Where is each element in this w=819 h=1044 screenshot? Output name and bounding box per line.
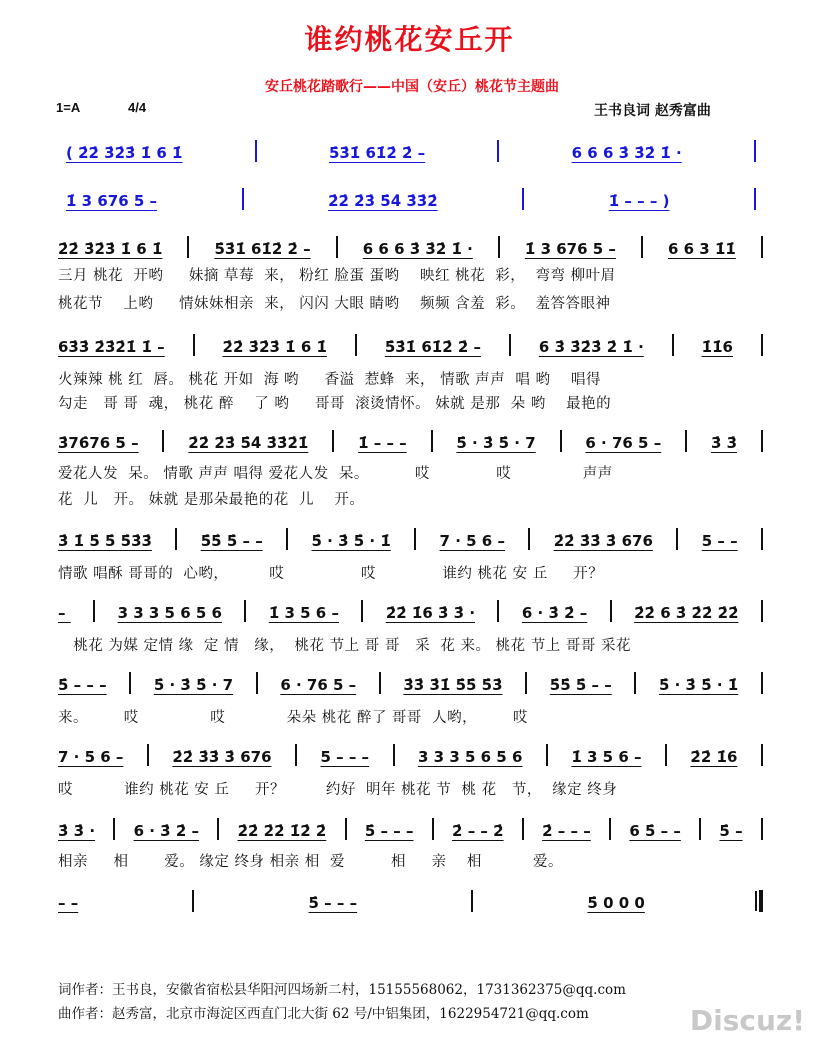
measure: 7 · 5 6 –: [58, 748, 124, 766]
measure: 2̇2̇ 3̇3̇ 3̇ 676: [172, 748, 272, 766]
bar-line: [345, 818, 347, 840]
measure: 1̇1̇6: [701, 338, 733, 356]
bar-line: [497, 600, 499, 622]
bar-line: [754, 188, 756, 210]
notation-row: [66, 188, 756, 210]
measure: 5̇ – – –: [364, 822, 414, 840]
bar-line: [522, 818, 524, 840]
measure: 6 6 6 3̇ 3̇2̇ 1̇ ·: [362, 240, 473, 258]
bar-line: [610, 600, 612, 622]
measure: 7 · 5 6 –: [439, 532, 505, 550]
measure: 5̇ · 3̇ 5̇ · 1̇: [658, 676, 739, 694]
bar-line: [672, 334, 674, 356]
bar-line: [522, 188, 524, 210]
notation-row: [58, 528, 763, 550]
measure: 3̇ 3̇ ·: [58, 822, 96, 840]
notation-row: [58, 744, 763, 766]
measure: 1̇ 3 676 5 –: [524, 240, 616, 258]
lyric-line: 火辣辣 桃 红 唇。 桃花 开如 海 哟 香溢 惹蜂 来， 情歌 声声 唱 哟 唱得: [58, 372, 601, 388]
lyricist-info: 词作者：王书良，安徽省宿松县华阳河四场新二村，15155568062，1731362375@qq.com: [58, 982, 626, 998]
bar-line: [699, 818, 701, 840]
notation-row: [58, 890, 763, 912]
bar-line: [217, 818, 219, 840]
measure: 1̇ – – –: [358, 434, 407, 452]
bar-line: [379, 672, 381, 694]
measure: 2̇2̇ 2̇3̇ 5̇4̇ 3̇3̇2̇1̇: [188, 434, 309, 452]
notation-row: [58, 430, 763, 452]
notation-row: [58, 600, 763, 622]
bar-line: [431, 430, 433, 452]
bar-line: [332, 430, 334, 452]
measure: 2̇ – – 2̇: [452, 822, 504, 840]
measure: 6 5̇ – –: [629, 822, 681, 840]
bar-line: [129, 672, 131, 694]
lyric-line: 爱花人发 呆。 情歌 声声 唱得 爱花人发 呆。 哎 哎 声声: [58, 466, 613, 482]
measure: 6 · 3̇ 2̇ –: [133, 822, 199, 840]
lyric-line: 桃花 为媒 定情 缘 定 情 缘， 桃花 节上 哥 哥 采 花 来。 桃花 节上 哥哥 采花: [58, 638, 631, 654]
lyric-line: 相亲 相 爱。 缘定 终身 相亲 相 爱 相 亲 相 爱。: [58, 854, 564, 870]
measure: 5̇ · 3̇ 5̇ · 7: [153, 676, 234, 694]
bar-line: [414, 528, 416, 550]
bar-line: [286, 528, 288, 550]
song-title: 谁约桃花安丘开: [304, 23, 515, 56]
lyric-line: 花 儿 开。 妹就 是那朵最艳的花 儿 开。: [58, 492, 365, 508]
final-bar-line: [759, 890, 763, 912]
measure: 5̇5̇ 5̇ – –: [200, 532, 263, 550]
notation-row: [58, 334, 763, 356]
measure: 2̇2̇ 2̇3̇ 5̇4̇ 3̇3̇2̇: [328, 192, 438, 210]
measure: 6 6 6 3̇ 3̇2̇ 1̇ ·: [571, 144, 682, 162]
measure: 2̇2̇ 6 3̇ 2̇2̇ 2̇2̇: [634, 604, 739, 622]
measure: 2̇2̇ 3̇3̇ 3̇ 676: [553, 532, 653, 550]
measure: 5̇ – – –: [58, 676, 107, 694]
measure: 2̇2̇ 3̇2̇3̇ 1̇ 6 1̇: [58, 240, 163, 258]
bar-line: [509, 334, 511, 356]
bar-line: [676, 528, 678, 550]
bar-line: [634, 672, 636, 694]
measure: 2̇2̇ 3̇2̇3̇ 1̇ 6 1̇: [222, 338, 327, 356]
measure: 6 · 3̇ 2̇ –: [521, 604, 588, 622]
measure: 2̇ – – –: [542, 822, 591, 840]
notation-row: [66, 140, 756, 162]
measure: 1̇ 3 676 5 –: [66, 192, 158, 210]
bar-line: [641, 236, 643, 258]
measure: 5 – – –: [320, 748, 370, 766]
bar-line: [393, 744, 395, 766]
composer-info: 曲作者：赵秀富，北京市海淀区西直门北大街 62 号/中铝集团，1622954721@qq.com: [58, 1006, 589, 1022]
measure: 6 6 3 1̇1̇: [667, 240, 736, 258]
bar-line: [528, 528, 530, 550]
bar-line: [113, 818, 115, 840]
lyric-line: 三月 桃花 开哟 妹摘 草莓 来， 粉红 脸蛋 蛋哟 映红 桃花 彩， 弯弯 柳叶眉: [58, 268, 616, 284]
measure: 3̇3̇ 3̇1̇ 5̇5̇ 5̇3̇: [403, 676, 503, 694]
bar-line: [193, 334, 195, 356]
bar-line: [665, 744, 667, 766]
lyric-line: 桃花节 上哟 情妹妹相亲 来， 闪闪 大眼 睛哟 频频 含羞 彩。 羞答答眼神: [58, 296, 611, 312]
measure: –: [58, 604, 71, 622]
measure: ( 2̇2̇ 3̇2̇3̇ 1̇ 6 1̇: [66, 144, 183, 162]
bar-line: [761, 236, 763, 258]
measure: 3 3 3 5 6 5 6: [418, 748, 523, 766]
lyric-line: 来。 哎 哎 朵朵 桃花 醉了 哥哥 人哟， 哎: [58, 710, 528, 726]
bar-line: [256, 672, 258, 694]
bar-line: [175, 528, 177, 550]
measure: 5̇3̇1̇ 61̇2̇ 2̇ –: [384, 338, 482, 356]
measure: 2̇2̇ 2̇2̇ 1̇2̇ 2̇: [237, 822, 327, 840]
bar-line: [497, 140, 499, 162]
bar-line: [609, 818, 611, 840]
measure: 63̇3̇ 2̇3̇2̇1̇ 1̇ –: [58, 338, 165, 356]
measure: 2̇2̇ 1̇6: [690, 748, 738, 766]
measure: 6 · 76 5 –: [585, 434, 662, 452]
lyric-line: 情歌 唱酥 哥哥的 心哟， 哎 哎 谁约 桃花 安 丘 开？: [58, 566, 604, 582]
measure: 5̇3̇1̇ 61̇2̇ 2̇ –: [328, 144, 426, 162]
notation-row: [58, 236, 763, 258]
time-signature: 4/4: [128, 100, 147, 115]
measure: 2̇2̇ 1̇6 3̇ 3̇ ·: [385, 604, 476, 622]
lyric-line: 勾走 哥 哥 魂， 桃花 醉 了 哟 哥哥 滚烫情怀。 妹就 是那 朵 哟 最艳的: [58, 396, 612, 412]
measure: 5̇ 0 0 0: [587, 894, 645, 912]
measure: 6 · 76 5 –: [280, 676, 357, 694]
bar-line: [685, 430, 687, 452]
bar-line: [255, 140, 257, 162]
notation-row: [58, 672, 763, 694]
bar-line: [761, 430, 763, 452]
measure: 5̇ · 3̇ 5̇ · 1̇: [311, 532, 391, 550]
song-credits: 王书良词 赵秀富曲: [594, 103, 711, 119]
bar-line: [355, 334, 357, 356]
bar-line: [162, 430, 164, 452]
measure: 6 3̇ 3̇2̇3̇ 2̇ 1̇ ·: [538, 338, 644, 356]
bar-line: [754, 140, 756, 162]
measure: 5̇ –: [719, 822, 743, 840]
bar-line: [560, 430, 562, 452]
bar-line: [147, 744, 149, 766]
measure: 3̇76̇76 5 –: [58, 434, 139, 452]
measure: 3̇ 1̇ 5̇ 5̇ 5̇3̇3̇: [58, 532, 152, 550]
bar-line: [295, 744, 297, 766]
measure: 5̇5̇ 5̇ – –: [549, 676, 612, 694]
bar-line: [761, 672, 763, 694]
measure: 5 – –: [701, 532, 738, 550]
bar-line: [244, 600, 246, 622]
bar-line: [361, 600, 363, 622]
bar-line: [525, 672, 527, 694]
measure: 1̇ 3 5 6 –: [268, 604, 339, 622]
measure: 5̇ · 3̇ 5̇ · 7: [456, 434, 536, 452]
lyric-line: 哎 谁约 桃花 安 丘 开？ 约好 明年 桃花 节 桃 花 节， 缘定 终身: [58, 782, 618, 798]
bar-line: [471, 890, 473, 912]
watermark-logo: Discuz!: [689, 1004, 805, 1037]
key-signature: 1=A: [56, 100, 81, 115]
bar-line: [498, 236, 500, 258]
bar-line: [761, 334, 763, 356]
bar-line: [546, 744, 548, 766]
bar-line: [432, 818, 434, 840]
measure: 5̇ – – –: [308, 894, 358, 912]
bar-line: [761, 818, 763, 840]
measure: – –: [58, 894, 79, 912]
bar-line: [761, 600, 763, 622]
bar-line: [761, 528, 763, 550]
measure: 3̇ 3̇: [710, 434, 738, 452]
bar-line: [187, 236, 189, 258]
measure: 1̇ – – – ): [608, 192, 670, 210]
measure: 5̇3̇1̇ 61̇2̇ 2̇ –: [214, 240, 311, 258]
notation-row: [58, 818, 763, 840]
measure: 3 3 3 5 6 5 6: [117, 604, 222, 622]
bar-line: [242, 188, 244, 210]
measure: 1̇ 3 5 6 –: [571, 748, 642, 766]
bar-line: [336, 236, 338, 258]
bar-line: [761, 744, 763, 766]
song-subtitle: 安丘桃花踏歌行——中国（安丘）桃花节主题曲: [265, 79, 559, 95]
bar-line: [93, 600, 95, 622]
bar-line: [192, 890, 194, 912]
